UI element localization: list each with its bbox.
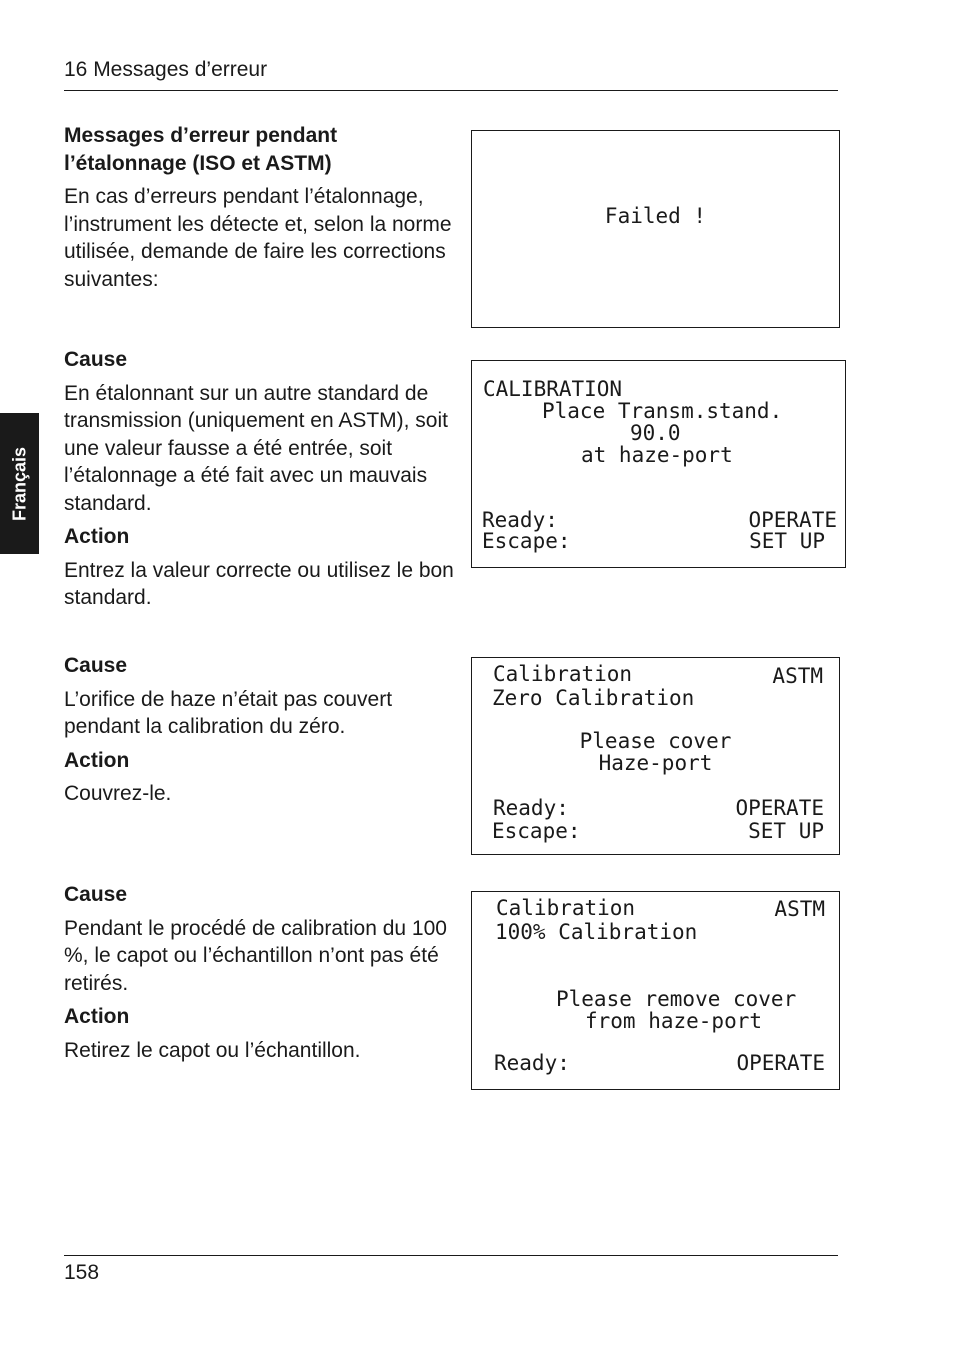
intro-block (64, 122, 454, 293)
cause-text: Pendant le procédé de calibration du 100 %, le capot ou l’échantillon n’ont pas été retirés. (64, 916, 447, 995)
escape-value: SET UP (749, 529, 825, 553)
section-heading: Messages d’erreur pendant l’étalonnage (ISO et ASTM) (64, 124, 338, 175)
display-transm-standard (471, 360, 846, 568)
header-rule (64, 90, 838, 91)
action-label: Action (64, 748, 130, 772)
cause-label: Cause (64, 654, 128, 677)
running-header: 16 Messages d’erreur (64, 58, 268, 81)
display-subtitle: Zero Calibration (492, 686, 695, 710)
display-subtitle: 100% Calibration (495, 920, 698, 944)
cause-label: Cause (64, 883, 128, 906)
escape-label: Escape: (482, 529, 571, 553)
section-100-calibration (64, 881, 454, 1064)
display-line: at haze-port (581, 443, 733, 467)
ready-label: Ready: (493, 796, 569, 820)
display-standard: ASTM (772, 664, 823, 688)
ready-label: Ready: (494, 1051, 570, 1075)
display-line: Haze-port (598, 751, 713, 775)
escape-label: Escape: (492, 819, 581, 843)
ready-label: Ready: (482, 508, 558, 532)
display-zero-calibration (471, 657, 840, 855)
display-title: CALIBRATION (483, 377, 623, 401)
action-label: Action (64, 1005, 130, 1028)
display-failed (471, 130, 840, 328)
cause-label: Cause (64, 348, 128, 371)
action-label: Action (64, 525, 130, 548)
page-number: 158 (64, 1261, 100, 1284)
ready-value: OPERATE (736, 1051, 825, 1075)
section-zero-calibration (64, 652, 454, 808)
language-tab-label: Français (9, 446, 29, 521)
footer-rule (64, 1255, 838, 1256)
display-title: Calibration (493, 662, 633, 686)
section-transm-standard (64, 346, 454, 612)
ready-value: OPERATE (748, 508, 837, 532)
cause-text: L’orifice de haze n’était pas couvert pendant la calibration du zéro. (64, 687, 393, 738)
action-text: Retirez le capot ou l’échantillon. (64, 1038, 361, 1062)
display-value: 90.0 (630, 421, 681, 445)
display-line: Place Transm.stand. (542, 399, 783, 423)
display-line: from haze-port (585, 1009, 763, 1033)
display-line: Please remove cover (556, 987, 797, 1011)
display-100-calibration (471, 891, 840, 1090)
display-failed-message: Failed ! (604, 204, 707, 228)
display-line: Please cover (579, 729, 732, 753)
action-text: Entrez la valeur correcte ou utilisez le bon standard. (64, 558, 454, 609)
display-title: Calibration (496, 896, 636, 920)
intro-paragraph: En cas d’erreurs pendant l’étalonnage, l’instrument les détecte et, selon la norme utilisée, demande de faire les corrections suivantes: (64, 185, 452, 291)
escape-value: SET UP (748, 819, 824, 843)
cause-text: En étalonnant sur un autre standard de transmission (uniquement en ASTM), soit une valeur fausse a été entrée, soit l’étalonnage a été fait avec un mauvais standard. (64, 381, 448, 515)
ready-value: OPERATE (735, 796, 824, 820)
language-tab (0, 413, 39, 554)
display-standard: ASTM (774, 897, 825, 921)
action-text: Couvrez-le. (64, 782, 172, 805)
